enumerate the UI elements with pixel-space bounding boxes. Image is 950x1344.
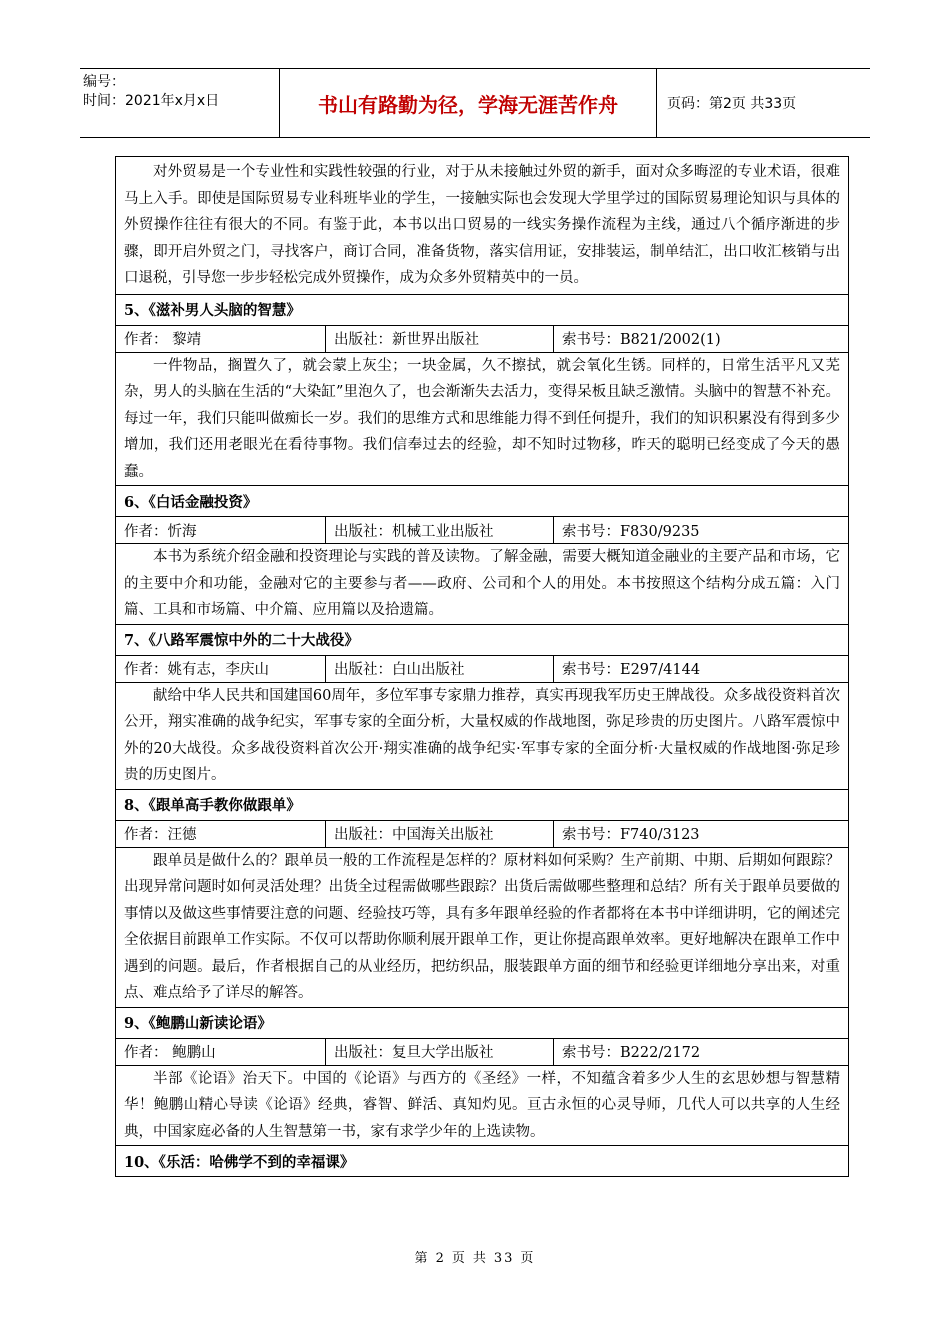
time-label: 时间：2021年x月x日 bbox=[83, 93, 220, 109]
book-call-number: 索书号：F740/3123 bbox=[554, 820, 849, 847]
book-description: 半部《论语》治天下。中国的《论语》与西方的《圣经》一样，不知蕴含着多少人生的玄思妙想与智慧精华！鲍鹏山精心导读《论语》经典，睿智、鲜活、真知灼见。亘古永恒的心灵导师，几代人可以共享的人生经典，中国家庭必备的人生智慧第一书，家有求学少年的上选读物。 bbox=[116, 1065, 849, 1146]
book-title: 6、《白话金融投资》 bbox=[116, 486, 849, 517]
book-publisher: 出版社：复旦大学出版社 bbox=[326, 1038, 554, 1065]
number-label: 编号： bbox=[83, 74, 125, 90]
book-author: 作者：姚有志，李庆山 bbox=[116, 655, 326, 682]
book-title: 9、《鲍鹏山新读论语》 bbox=[116, 1007, 849, 1038]
book-title: 7、《八路军震惊中外的二十大战役》 bbox=[116, 624, 849, 655]
footer-page-number: 2 bbox=[435, 1251, 446, 1266]
book-call-number: 索书号：E297/4144 bbox=[554, 655, 849, 682]
book-description: 跟单员是做什么的？跟单员一般的工作流程是怎样的？原材料如何采购？生产前期、中期、后期如何跟踪？出现异常问题时如何灵活处理？出货全过程需做哪些跟踪？出货后需做哪些整理和总结？所有关于跟单员要做的事情以及做这些事情要注意的问题、经验技巧等，具有多年跟单经验的作者都将在本书中详细讲明，它的阐述完全依据目前跟单工作实际。不仅可以帮助你顺利展开跟单工作，更让你提高跟单效率。更好地解决在跟单工作中遇到的问题。最后，作者根据自己的从业经历，把纺织品，服装跟单方面的细节和经验更详细地分享出来，对重点、难点给予了详尽的解答。 bbox=[116, 847, 849, 1007]
footer-ye: 页 bbox=[451, 1251, 467, 1266]
book-publisher: 出版社：白山出版社 bbox=[326, 655, 554, 682]
book-call-number: 索书号：B821/2002(1) bbox=[554, 325, 849, 352]
page-footer bbox=[0, 1247, 950, 1266]
footer-ye-2: 页 bbox=[520, 1251, 536, 1266]
page-header bbox=[80, 68, 870, 138]
header-meta bbox=[80, 69, 279, 137]
book-description: 献给中华人民共和国建国60周年，多位军事专家鼎力推荐，真实再现我军历史王牌战役。众多战役资料首次公开，翔实准确的战争纪实，军事专家的全面分析，大量权威的作战地图，弥足珍贵的历史图片。八路军震惊中外的20大战役。众多战役资料首次公开·翔实准确的战争纪实·军事专家的全面分析·大量权威的作战地图·弥足珍贵的历史图片。 bbox=[116, 682, 849, 789]
book-call-number: 索书号：B222/2172 bbox=[554, 1038, 849, 1065]
book-title: 8、《跟单高手教你做跟单》 bbox=[116, 789, 849, 820]
book-title: 10、《乐活：哈佛学不到的幸福课》 bbox=[116, 1146, 849, 1177]
book-publisher: 出版社：中国海关出版社 bbox=[326, 820, 554, 847]
footer-gong: 共 bbox=[472, 1251, 488, 1266]
book-description: 一件物品，搁置久了，就会蒙上灰尘；一块金属，久不擦拭，就会氧化生锈。同样的，日常生活平凡又芜杂，男人的头脑在生活的“大染缸”里泡久了，也会渐渐失去活力，变得呆板且缺乏激情。头脑中的智慧不补充。每过一年，我们只能叫做痴长一岁。我们的思维方式和思维能力得不到任何提升，我们的知识积累没有得到多少增加，我们还用老眼光在看待事物。我们信奉过去的经验，却不知时过物移，昨天的聪明已经变成了今天的愚蠢。 bbox=[116, 352, 849, 486]
book-publisher: 出版社：机械工业出版社 bbox=[326, 517, 554, 544]
book-list-table bbox=[115, 156, 849, 1177]
header-page-label: 页码：第2页 共33页 bbox=[667, 96, 797, 112]
footer-total-pages: 33 bbox=[493, 1251, 515, 1266]
footer-di: 第 bbox=[414, 1251, 430, 1266]
header-motto: 书山有路勤为径，学海无涯苦作舟 bbox=[279, 69, 657, 137]
book-author: 作者：汪德 bbox=[116, 820, 326, 847]
book-publisher: 出版社：新世界出版社 bbox=[326, 325, 554, 352]
book-author: 作者：忻海 bbox=[116, 517, 326, 544]
book-title: 5、《滋补男人头脑的智慧》 bbox=[116, 294, 849, 325]
book-author: 作者： 鲍鹏山 bbox=[116, 1038, 326, 1065]
book-author: 作者： 黎靖 bbox=[116, 325, 326, 352]
intro-description: 对外贸易是一个专业性和实践性较强的行业，对于从未接触过外贸的新手，面对众多晦涩的专业术语，很难马上入手。即使是国际贸易专业科班毕业的学生，一接触实际也会发现大学里学过的国际贸易理论知识与具体的外贸操作往往有很大的不同。有鉴于此，本书以出口贸易的一线实务操作流程为主线，通过八个循序渐进的步骤，即开启外贸之门，寻找客户，商订合同，准备货物，落实信用证，安排装运，制单结汇，出口收汇核销与出口退税，引导您一步步轻松完成外贸操作，成为众多外贸精英中的一员。 bbox=[116, 157, 849, 295]
book-call-number: 索书号：F830/9235 bbox=[554, 517, 849, 544]
book-description: 本书为系统介绍金融和投资理论与实践的普及读物。了解金融，需要大概知道金融业的主要产品和市场，它的主要中介和功能，金融对它的主要参与者——政府、公司和个人的用处。本书按照这个结构分成五篇：入门篇、工具和市场篇、中介篇、应用篇以及拾遗篇。 bbox=[116, 544, 849, 625]
